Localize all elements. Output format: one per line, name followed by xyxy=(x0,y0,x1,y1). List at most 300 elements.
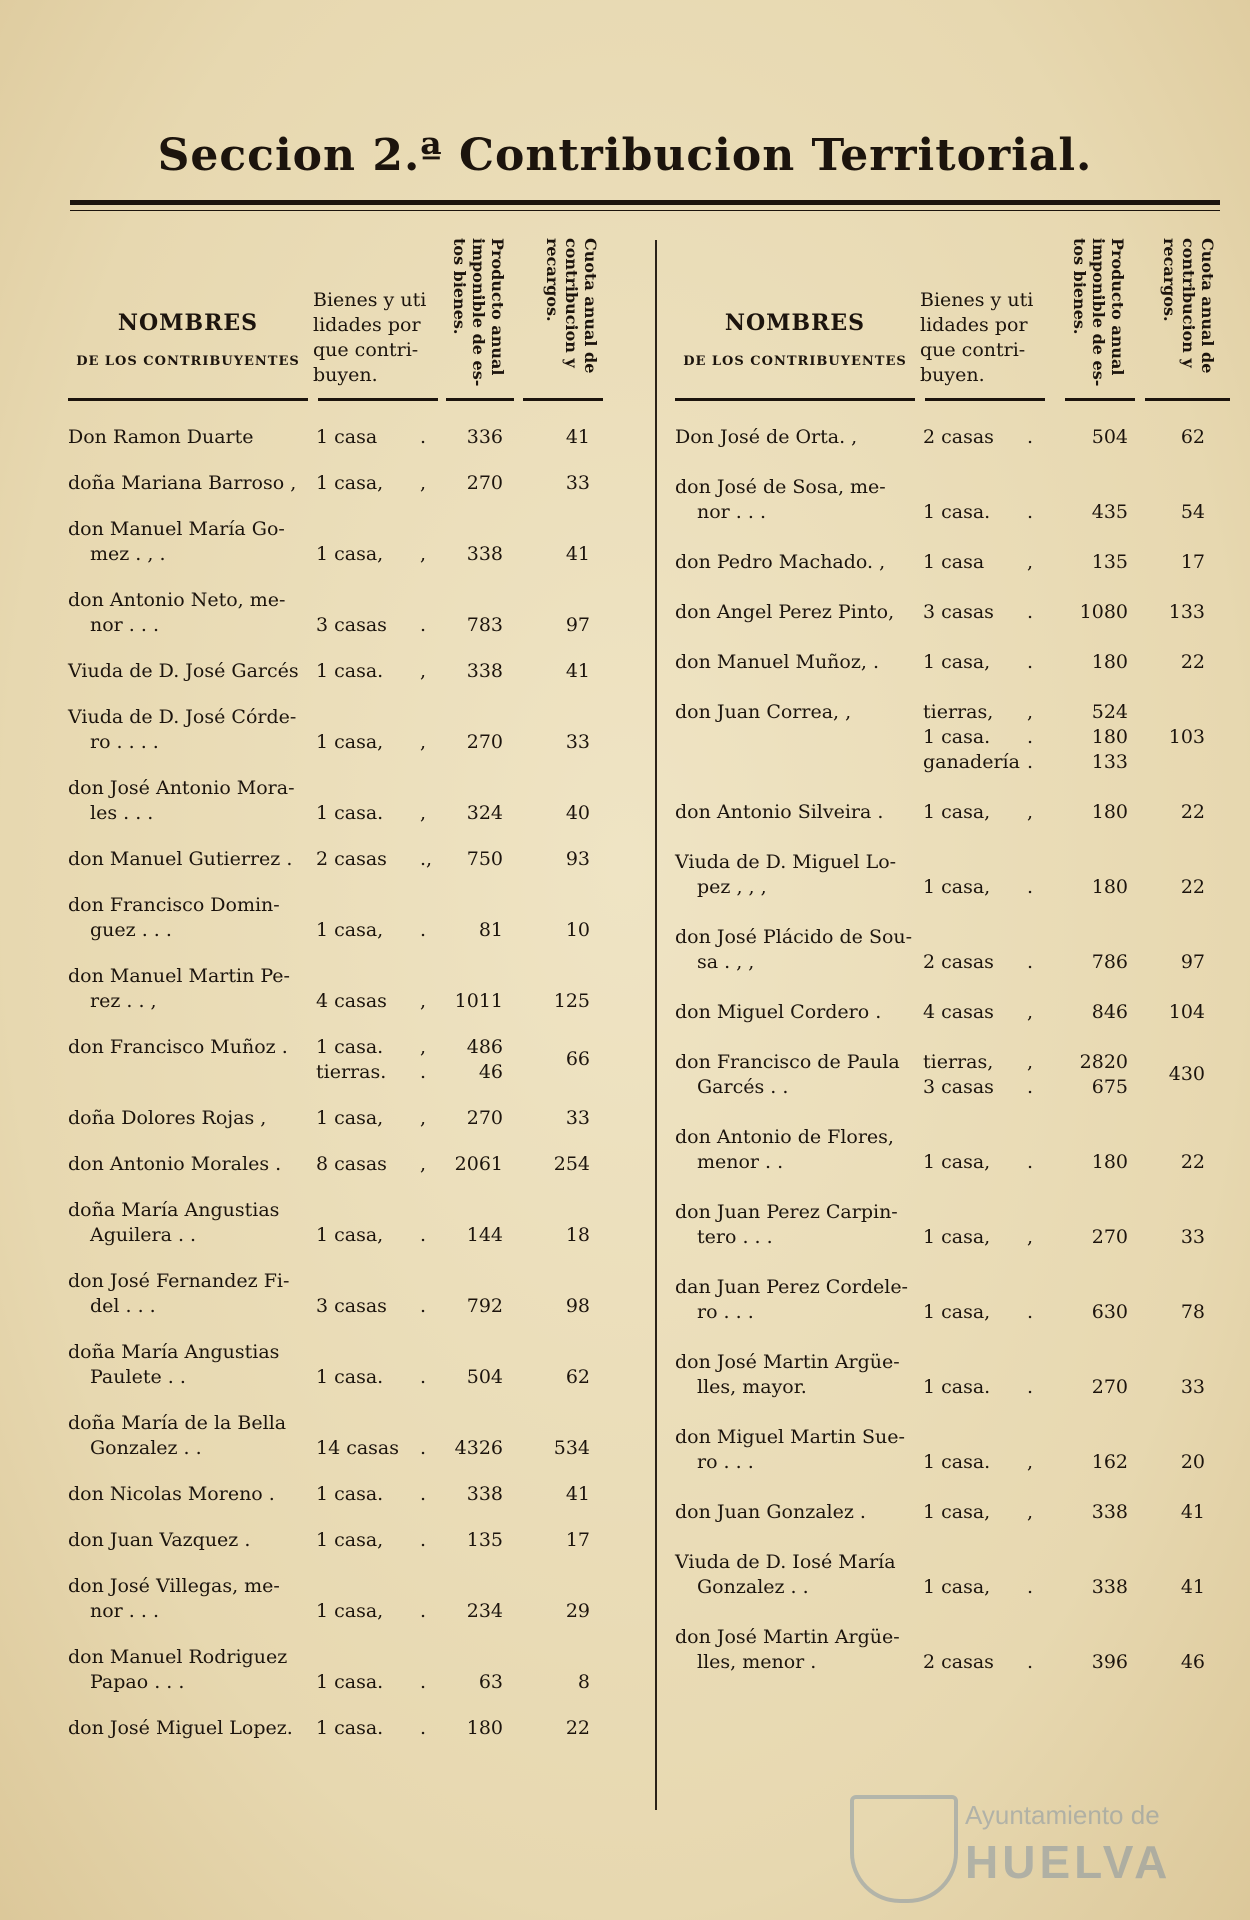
separator: . xyxy=(420,1529,427,1551)
page-title: Seccion 2.ª Contribucion Territorial. xyxy=(157,130,1093,181)
cuota-cell: 22 xyxy=(1180,651,1205,673)
separator: . xyxy=(1027,726,1034,748)
contributor-name xyxy=(675,700,915,725)
separator: , xyxy=(1027,801,1034,823)
cuota-cell: 41 xyxy=(565,660,590,682)
contributor-name xyxy=(68,847,308,872)
name-line2: guez . . . xyxy=(90,919,172,941)
separator: , xyxy=(420,1036,427,1058)
producto-cell: 133 xyxy=(1091,751,1128,773)
name-line1: don Pedro Machado. , xyxy=(675,551,886,573)
name-line2: mez . , . xyxy=(90,543,166,565)
table-row xyxy=(675,1500,1235,1525)
property-cell: 1 casa, xyxy=(923,1151,991,1173)
producto-cell: 234 xyxy=(466,1600,503,1622)
cuota-cell: 125 xyxy=(553,990,590,1012)
cuota-cell: 62 xyxy=(1180,426,1205,448)
separator: . xyxy=(420,1483,427,1505)
name-line2: nor . . . xyxy=(697,501,766,523)
header-names-small: DE LOS CONTRIBUYENTES xyxy=(76,354,300,369)
header-bienes: Bienes y uti lidades por que contri- buyen. xyxy=(920,289,1034,386)
contributor-name xyxy=(675,1500,915,1525)
cuota-cell: 33 xyxy=(565,472,590,494)
table-row xyxy=(68,1574,628,1624)
cuota-cell: 40 xyxy=(565,802,590,824)
property-cell: 1 casa, xyxy=(316,1224,384,1246)
property-cell: 1 casa, xyxy=(316,1600,384,1622)
separator: . xyxy=(1027,1076,1034,1098)
contributor-name xyxy=(675,1550,915,1600)
header-rules xyxy=(68,398,628,401)
table-row xyxy=(68,1411,628,1461)
property-cell: 1 casa, xyxy=(316,919,384,941)
name-line1: don José Plácido de Sou- xyxy=(675,926,913,948)
header-cuota: Cuota anual de contribucion y recargos. xyxy=(1160,238,1217,374)
table-row xyxy=(675,1200,1235,1250)
name-line1: doña María Angustias xyxy=(68,1341,280,1363)
separator: . xyxy=(1027,426,1034,448)
producto-cell: 135 xyxy=(1091,551,1128,573)
producto-cell: 336 xyxy=(466,426,503,448)
contributor-name xyxy=(68,1269,308,1319)
separator: . xyxy=(1027,1151,1034,1173)
contributor-name xyxy=(675,925,915,975)
header-bienes: Bienes y uti lidades por que contri- buyen. xyxy=(313,289,427,386)
name-line2: menor . . xyxy=(697,1151,784,1173)
cuota-cell: 104 xyxy=(1168,1001,1205,1023)
separator: . xyxy=(1027,1376,1034,1398)
table-row xyxy=(68,1482,628,1507)
property-cell: 1 casa, xyxy=(923,1501,991,1523)
name-line1: don Antonio Silveira . xyxy=(675,801,884,823)
name-line1: don Antonio Neto, me- xyxy=(68,589,286,611)
producto-cell: 338 xyxy=(466,543,503,565)
column-divider xyxy=(655,240,657,1810)
separator: . xyxy=(420,1366,427,1388)
property-cell: 8 casas xyxy=(316,1153,387,1175)
name-line1: dan Juan Perez Cordele- xyxy=(675,1276,908,1298)
producto-cell: 504 xyxy=(466,1366,503,1388)
left-column xyxy=(68,230,628,1820)
separator: , xyxy=(420,990,427,1012)
table-row xyxy=(68,517,628,567)
table-row xyxy=(675,1125,1235,1175)
name-line2: Gonzalez . . xyxy=(697,1576,809,1598)
property-cell: 1 casa. xyxy=(923,1376,991,1398)
table-row xyxy=(68,847,628,872)
producto-cell: 180 xyxy=(1091,1151,1128,1173)
cuota-cell: 20 xyxy=(1180,1451,1205,1473)
cuota-cell: 10 xyxy=(565,919,590,941)
contributor-name xyxy=(68,425,308,450)
property-cell: 1 casa, xyxy=(923,876,991,898)
separator: . xyxy=(1027,1651,1034,1673)
cuota-cell: 41 xyxy=(1180,1576,1205,1598)
property-cell: 1 casa. xyxy=(923,1451,991,1473)
property-cell: tierras, xyxy=(923,701,994,723)
name-line2: ro . . . xyxy=(697,1451,754,1473)
producto-cell: 338 xyxy=(466,660,503,682)
name-line2: lles, mayor. xyxy=(697,1376,807,1398)
cuota-cell: 29 xyxy=(565,1600,590,1622)
name-line1: Don José de Orta. , xyxy=(675,426,858,448)
producto-cell: 4326 xyxy=(454,1437,503,1459)
name-line1: doña Mariana Barroso , xyxy=(68,472,297,494)
contributor-name xyxy=(68,964,308,1014)
contributor-name xyxy=(68,1035,308,1060)
producto-cell: 270 xyxy=(466,472,503,494)
name-line1: don Francisco Domin- xyxy=(68,894,280,916)
contributor-name xyxy=(675,1350,915,1400)
cuota-cell: 62 xyxy=(565,1366,590,1388)
property-cell: 1 casa. xyxy=(316,660,384,682)
right-column xyxy=(675,230,1235,1820)
producto-cell: 338 xyxy=(466,1483,503,1505)
property-cell: 3 casas xyxy=(923,1076,994,1098)
contributor-name xyxy=(68,588,308,638)
name-line1: don Francisco de Paula xyxy=(675,1051,900,1073)
contributor-name xyxy=(68,517,308,567)
producto-cell: 1080 xyxy=(1079,601,1128,623)
property-cell: tierras, xyxy=(923,1051,994,1073)
property-cell: 1 casa, xyxy=(923,1226,991,1248)
property-cell: 1 casa. xyxy=(316,802,384,824)
property-cell: 1 casa. xyxy=(316,1036,384,1058)
table-row xyxy=(675,1000,1235,1025)
name-line1: don Francisco Muñoz . xyxy=(68,1036,288,1058)
property-cell: 3 casas xyxy=(923,601,994,623)
table-row xyxy=(68,1340,628,1390)
table-row xyxy=(675,1350,1235,1400)
name-line1: don Miguel Martin Sue- xyxy=(675,1426,905,1448)
name-line2: Gonzalez . . xyxy=(90,1437,202,1459)
header-producto: Producto anual imponible de es- tos bienes. xyxy=(1070,238,1127,387)
name-line2: ro . . . xyxy=(697,1301,754,1323)
separator: . xyxy=(1027,651,1034,673)
cuota-cell: 430 xyxy=(1168,1063,1205,1085)
separator: , xyxy=(1027,1051,1034,1073)
property-cell: 2 casas xyxy=(923,951,994,973)
separator: , xyxy=(1027,1451,1034,1473)
title-rule xyxy=(70,200,1220,205)
contributor-name xyxy=(675,425,915,450)
property-cell: 1 casa. xyxy=(923,726,991,748)
name-line1: don José Miguel Lopez. xyxy=(68,1717,293,1739)
table-row xyxy=(675,1275,1235,1325)
contributor-name xyxy=(68,1152,308,1177)
separator: . xyxy=(1027,601,1034,623)
cuota-cell: 54 xyxy=(1180,501,1205,523)
header-cuota: Cuota anual de contribucion y recargos. xyxy=(543,238,600,374)
name-line2: rez . . , xyxy=(90,990,157,1012)
separator: ., xyxy=(420,848,433,870)
producto-cell: 180 xyxy=(1091,651,1128,673)
contributor-name xyxy=(675,850,915,900)
name-line1: doña María de la Bella xyxy=(68,1412,287,1434)
producto-cell: 180 xyxy=(1091,801,1128,823)
property-cell: 1 casa, xyxy=(316,1529,384,1551)
cuota-cell: 66 xyxy=(565,1048,590,1070)
name-line1: Viuda de D. José Garcés xyxy=(68,660,299,682)
table-row xyxy=(68,1198,628,1248)
property-cell: 1 casa, xyxy=(316,1107,384,1129)
name-line1: don José Villegas, me- xyxy=(68,1575,280,1597)
name-line1: don Manuel Rodriguez xyxy=(68,1646,288,1668)
name-line1: don Manuel Muñoz, . xyxy=(675,651,879,673)
producto-cell: 338 xyxy=(1091,1576,1128,1598)
table-row xyxy=(68,588,628,638)
name-line1: doña Dolores Rojas , xyxy=(68,1107,267,1129)
contributor-name xyxy=(68,471,308,496)
table-row xyxy=(675,425,1235,450)
cuota-cell: 33 xyxy=(1180,1376,1205,1398)
contributor-name xyxy=(68,1645,308,1695)
cuota-cell: 22 xyxy=(1180,801,1205,823)
table-row xyxy=(675,800,1235,825)
table-row xyxy=(675,600,1235,625)
producto-cell: 486 xyxy=(466,1036,503,1058)
name-line2: del . . . xyxy=(90,1295,156,1317)
producto-cell: 783 xyxy=(466,614,503,636)
property-cell: 1 casa, xyxy=(923,651,991,673)
separator: . xyxy=(420,1061,427,1083)
producto-cell: 2061 xyxy=(454,1153,503,1175)
header-names xyxy=(675,310,915,369)
separator: . xyxy=(420,614,427,636)
separator: . xyxy=(420,1224,427,1246)
name-line1: don Nicolas Moreno . xyxy=(68,1483,275,1505)
contributor-name xyxy=(68,705,308,755)
property-cell: 1 casa, xyxy=(316,472,384,494)
producto-cell: 750 xyxy=(466,848,503,870)
property-cell: ganadería xyxy=(923,751,1020,773)
name-line1: don Miguel Cordero . xyxy=(675,1001,882,1023)
table-row xyxy=(68,893,628,943)
contributor-name xyxy=(675,650,915,675)
separator: . xyxy=(420,1600,427,1622)
property-cell: 1 casa. xyxy=(316,1366,384,1388)
producto-cell: 1011 xyxy=(454,990,503,1012)
cuota-cell: 33 xyxy=(565,1107,590,1129)
name-line2: tero . . . xyxy=(697,1226,773,1248)
property-cell: 4 casas xyxy=(923,1001,994,1023)
cuota-cell: 18 xyxy=(565,1224,590,1246)
cuota-cell: 41 xyxy=(565,1483,590,1505)
producto-cell: 180 xyxy=(1091,876,1128,898)
contributor-name xyxy=(68,776,308,826)
table-row xyxy=(675,850,1235,900)
producto-cell: 135 xyxy=(466,1529,503,1551)
table-row xyxy=(68,1035,628,1085)
table-row xyxy=(675,1425,1235,1475)
producto-cell: 81 xyxy=(478,919,503,941)
property-cell: tierras. xyxy=(316,1061,387,1083)
name-line1: don Manuel Gutierrez . xyxy=(68,848,293,870)
producto-cell: 846 xyxy=(1091,1001,1128,1023)
producto-cell: 46 xyxy=(478,1061,503,1083)
contributor-name xyxy=(675,1275,915,1325)
producto-cell: 270 xyxy=(466,1107,503,1129)
name-line1: Viuda de D. Miguel Lo- xyxy=(675,851,897,873)
header-names-big: NOMBRES xyxy=(117,310,259,336)
property-cell: 1 casa, xyxy=(923,1301,991,1323)
producto-cell: 270 xyxy=(466,731,503,753)
contributor-name xyxy=(675,800,915,825)
separator: . xyxy=(1027,951,1034,973)
contributor-name xyxy=(675,475,915,525)
cuota-cell: 103 xyxy=(1168,726,1205,748)
contributor-name xyxy=(675,600,915,625)
producto-cell: 180 xyxy=(1091,726,1128,748)
name-line2: Paulete . . xyxy=(90,1366,186,1388)
header-names-big: NOMBRES xyxy=(724,310,866,336)
property-cell: 1 casa. xyxy=(316,1483,384,1505)
property-cell: 2 casas xyxy=(316,848,387,870)
table-row xyxy=(675,700,1235,775)
table-row xyxy=(68,1528,628,1553)
property-cell: 3 casas xyxy=(316,614,387,636)
table-row xyxy=(68,1152,628,1177)
producto-cell: 396 xyxy=(1091,1651,1128,1673)
separator: , xyxy=(1027,1001,1034,1023)
property-cell: 2 casas xyxy=(923,426,994,448)
name-line2: les . . . xyxy=(90,802,154,824)
name-line1: Viuda de D. José Córde- xyxy=(68,706,297,728)
contributor-name xyxy=(675,1625,915,1675)
table-row xyxy=(68,776,628,826)
cuota-cell: 254 xyxy=(553,1153,590,1175)
cuota-cell: 78 xyxy=(1180,1301,1205,1323)
name-line1: Viuda de D. Iosé María xyxy=(675,1551,896,1573)
separator: , xyxy=(1027,1226,1034,1248)
title-rule-thin xyxy=(70,210,1220,211)
table-row xyxy=(675,1550,1235,1600)
contributor-name xyxy=(68,1482,308,1507)
name-line1: don José de Sosa, me- xyxy=(675,476,886,498)
watermark-stamp xyxy=(850,1790,1170,1900)
name-line1: don Manuel María Go- xyxy=(68,518,285,540)
producto-cell: 630 xyxy=(1091,1301,1128,1323)
header-names xyxy=(68,310,308,369)
table-header xyxy=(675,230,1235,400)
name-line1: don José Martin Argüe- xyxy=(675,1626,900,1648)
contributor-name xyxy=(68,1411,308,1461)
separator: . xyxy=(1027,876,1034,898)
cuota-cell: 33 xyxy=(565,731,590,753)
producto-cell: 435 xyxy=(1091,501,1128,523)
name-line1: don Antonio de Flores, xyxy=(675,1126,894,1148)
property-cell: 14 casas xyxy=(316,1437,400,1459)
contributor-name xyxy=(68,1574,308,1624)
name-line1: don José Martin Argüe- xyxy=(675,1351,900,1373)
producto-cell: 270 xyxy=(1091,1376,1128,1398)
property-cell: 1 casa. xyxy=(923,501,991,523)
stamp-line2: HUELVA xyxy=(965,1836,1172,1888)
table-row xyxy=(68,659,628,684)
property-cell: 3 casas xyxy=(316,1295,387,1317)
separator: , xyxy=(420,802,427,824)
separator: . xyxy=(420,1437,427,1459)
name-line1: don José Fernandez Fi- xyxy=(68,1270,290,1292)
contributor-name xyxy=(68,1198,308,1248)
contributor-name xyxy=(675,1425,915,1475)
name-line1: don Antonio Morales . xyxy=(68,1153,282,1175)
table-row xyxy=(675,1625,1235,1675)
separator: , xyxy=(420,660,427,682)
producto-cell: 675 xyxy=(1091,1076,1128,1098)
table-row xyxy=(68,1645,628,1695)
separator: . xyxy=(420,1295,427,1317)
producto-cell: 2820 xyxy=(1079,1051,1128,1073)
table-row xyxy=(68,1106,628,1131)
cuota-cell: 97 xyxy=(1180,951,1205,973)
cuota-cell: 17 xyxy=(1180,551,1205,573)
cuota-cell: 133 xyxy=(1168,601,1205,623)
separator: , xyxy=(1027,1501,1034,1523)
name-line1: don Angel Perez Pinto, xyxy=(675,601,895,623)
table-header xyxy=(68,230,628,400)
name-line2: Papao . . . xyxy=(90,1671,185,1693)
name-line1: Don Ramon Duarte xyxy=(68,426,254,448)
producto-cell: 144 xyxy=(466,1224,503,1246)
table-row xyxy=(675,550,1235,575)
producto-cell: 162 xyxy=(1091,1451,1128,1473)
producto-cell: 338 xyxy=(1091,1501,1128,1523)
cuota-cell: 98 xyxy=(565,1295,590,1317)
table-row xyxy=(68,425,628,450)
separator: . xyxy=(420,1717,427,1739)
property-cell: 1 casa. xyxy=(316,1671,384,1693)
separator: , xyxy=(420,731,427,753)
separator: . xyxy=(1027,1301,1034,1323)
cuota-cell: 93 xyxy=(565,848,590,870)
name-line2: Aguilera . . xyxy=(90,1224,197,1246)
property-cell: 1 casa, xyxy=(316,543,384,565)
contributor-name xyxy=(68,1716,308,1741)
producto-cell: 324 xyxy=(466,802,503,824)
table-row xyxy=(68,1716,628,1741)
header-names-small: DE LOS CONTRIBUYENTES xyxy=(683,354,907,369)
separator: . xyxy=(420,1671,427,1693)
cuota-cell: 97 xyxy=(565,614,590,636)
name-line1: don Juan Vazquez . xyxy=(68,1529,251,1551)
contributor-name xyxy=(675,550,915,575)
cuota-cell: 8 xyxy=(577,1671,590,1693)
name-line1: don Juan Gonzalez . xyxy=(675,1501,866,1523)
cuota-cell: 41 xyxy=(565,426,590,448)
name-line1: doña María Angustias xyxy=(68,1199,280,1221)
table-row xyxy=(68,471,628,496)
property-cell: 2 casas xyxy=(923,1651,994,1673)
cuota-cell: 33 xyxy=(1180,1226,1205,1248)
name-line2: pez , , , xyxy=(697,876,767,898)
cuota-cell: 22 xyxy=(1180,876,1205,898)
separator: . xyxy=(420,426,427,448)
cuota-cell: 22 xyxy=(1180,1151,1205,1173)
cuota-cell: 41 xyxy=(1180,1501,1205,1523)
producto-cell: 63 xyxy=(478,1671,503,1693)
header-rules xyxy=(675,398,1235,401)
contributor-name xyxy=(675,1050,915,1100)
producto-cell: 786 xyxy=(1091,951,1128,973)
separator: . xyxy=(420,919,427,941)
table-row xyxy=(68,964,628,1014)
property-cell: 1 casa xyxy=(923,551,985,573)
table-row xyxy=(675,1050,1235,1100)
name-line2: nor . . . xyxy=(90,1600,159,1622)
separator: , xyxy=(420,1107,427,1129)
property-cell: 1 casa, xyxy=(316,731,384,753)
